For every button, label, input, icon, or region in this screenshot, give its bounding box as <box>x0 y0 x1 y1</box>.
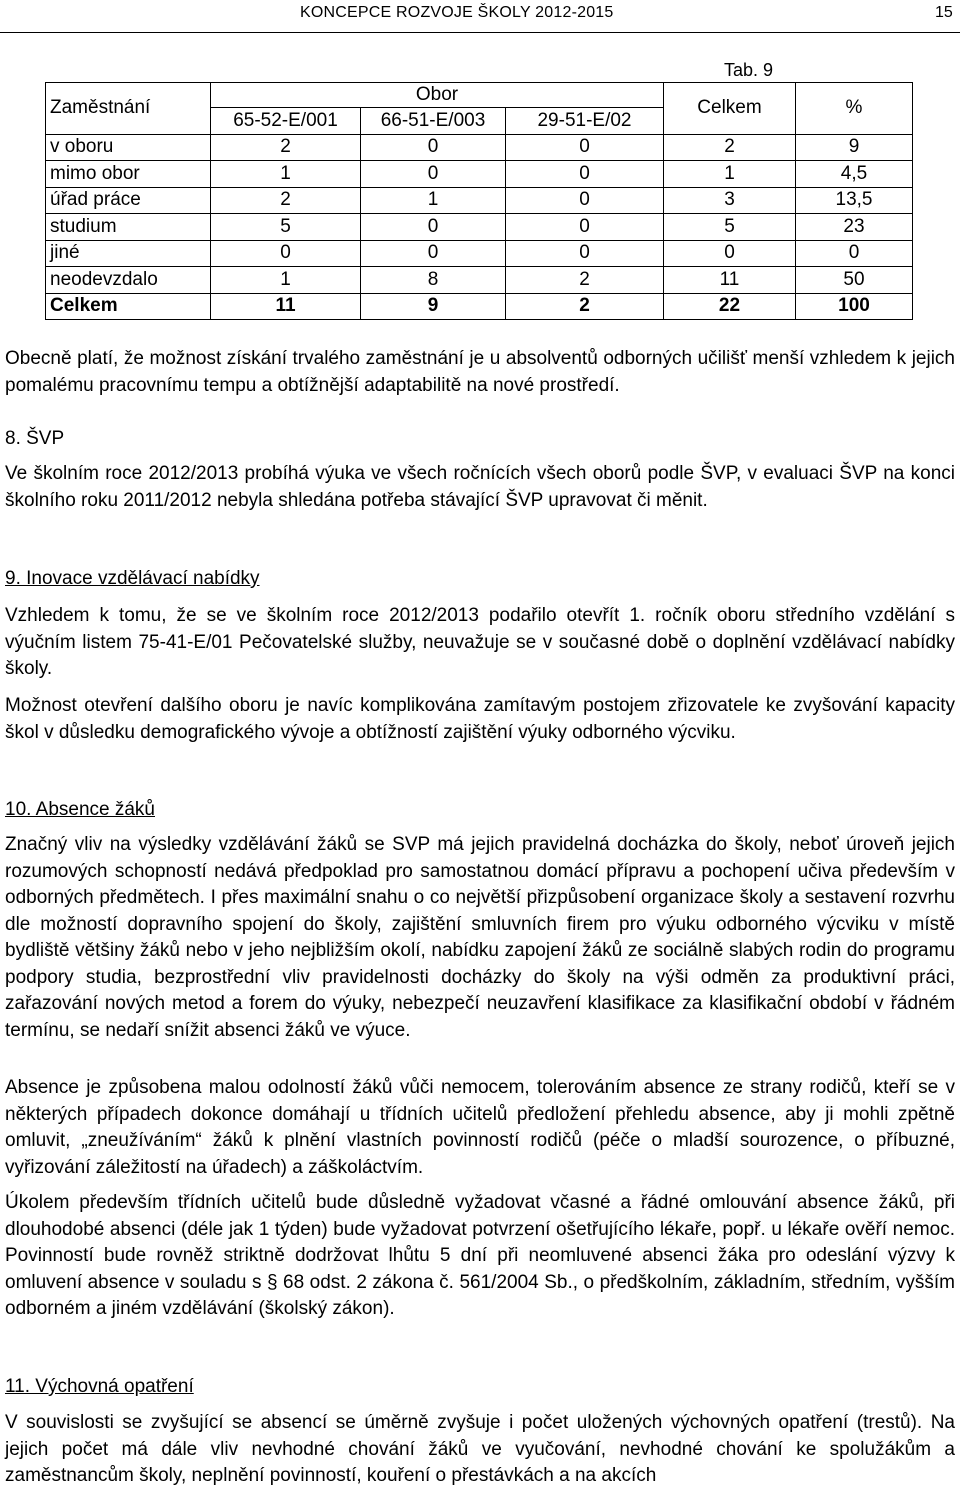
cell-total: 2 <box>664 134 796 161</box>
row-label: úřad práce <box>46 187 211 214</box>
cell-value: 2 <box>211 134 361 161</box>
cell-value: 0 <box>506 214 664 241</box>
cell-value: 0 <box>506 161 664 188</box>
table-row <box>46 267 913 294</box>
cell-value: 0 <box>506 240 664 267</box>
cell-pct: 4,5 <box>796 161 913 188</box>
cell-value: 0 <box>361 161 506 188</box>
col-code-3: 29-51-E/02 <box>506 108 664 135</box>
section-heading-9: 9. Inovace vzdělávací nabídky <box>5 568 260 589</box>
row-label: mimo obor <box>46 161 211 188</box>
cell-value: 0 <box>361 134 506 161</box>
cell-value: 0 <box>361 240 506 267</box>
cell-value: 0 <box>506 187 664 214</box>
paragraph: Obecně platí, že možnost získání trvalého zaměstnání je u absolventů odborných učilišť menší vzhledem k jejich pomalému pracovnímu tempu a obtížnější adaptabilitě na nové prostředí. <box>5 348 955 396</box>
cell-value: 0 <box>506 134 664 161</box>
cell-pct: 100 <box>796 293 913 320</box>
table-row <box>46 161 913 188</box>
row-label: Celkem <box>46 293 211 320</box>
paragraph: Možnost otevření dalšího oboru je navíc komplikována zamítavým postojem zřizovatele ke zvyšování kapacity škol v důsledku demografického vývoje a obtížností zajištění výuky odborného výcviku. <box>5 695 955 743</box>
table-row <box>46 187 913 214</box>
cell-value: 0 <box>211 240 361 267</box>
cell-total: 11 <box>664 267 796 294</box>
cell-pct: 23 <box>796 214 913 241</box>
cell-value: 1 <box>361 187 506 214</box>
employment-table <box>45 82 913 320</box>
section-heading-11: 11. Výchovná opatření <box>5 1376 194 1397</box>
cell-total: 0 <box>664 240 796 267</box>
cell-pct: 13,5 <box>796 187 913 214</box>
paragraph: Úkolem především třídních učitelů bude důsledně vyžadovat včasné a řádné omlouvání absence žáků, při dlouhodobé absenci (déle jak 1 týden) bude vyžadovat potvrzení ošetřujícího lékaře, popř. u lékaře ověří nemoc. Povinností bude rovněž striktně dodržovat lhůtu 5 dní při neomluvené absenci žáka pro odeslání výzvy k omluvení absence v souladu s § 68 odst. 2 zákona č. 561/2004 Sb., o předškolním, základním, středním, vyšším odborném a jiném vzdělávání (školský zákon). <box>5 1192 955 1319</box>
cell-value: 2 <box>211 187 361 214</box>
table-row <box>46 134 913 161</box>
cell-value: 0 <box>361 214 506 241</box>
cell-value: 11 <box>211 293 361 320</box>
paragraph: Absence je způsobena malou odolností žáků vůči nemocem, tolerováním absence ze strany rodičů, kteří se v některých případech dokonce domáhají u třídních učitelů předložení přehledu absence, aby ji mohli zpětně omluvit, „zneužíváním“ žáků k plnění vlastních povinností rodičů (péče o mladší sourozence, o příbuzné, vyřizování záležitostí na úřadech) a záškoláctvím. <box>5 1077 955 1178</box>
paragraph: V souvislosti se zvyšující se absencí se úměrně zvyšuje i počet uložených výchovných opatření (trestů). Na jejich počet má dále vliv nevhodné chování žáků ve vyučování, nevhodné chování ke spolužákům a zaměstnancům školy, neplnění povinností, kouření o přestávkách a na akcích <box>5 1412 955 1486</box>
cell-value: 2 <box>506 267 664 294</box>
cell-value: 1 <box>211 267 361 294</box>
col-code-2: 66-51-E/003 <box>361 108 506 135</box>
col-employment-header: Zaměstnání <box>46 83 211 135</box>
table-total-row <box>46 293 913 320</box>
cell-total: 3 <box>664 187 796 214</box>
header-title: KONCEPCE ROZVOJE ŠKOLY 2012-2015 <box>300 4 614 21</box>
paragraph: Vzhledem k tomu, že se ve školním roce 2012/2013 podařilo otevřít 1. ročník oboru středního vzdělání s výučním listem 75-41-E/01 Pečovatelské služby, neuvažuje se v současné době o doplnění vzdělávací nabídky školy. <box>5 605 955 679</box>
cell-total: 5 <box>664 214 796 241</box>
row-label: studium <box>46 214 211 241</box>
cell-value: 5 <box>211 214 361 241</box>
cell-total: 1 <box>664 161 796 188</box>
running-header <box>0 0 960 33</box>
row-label: neodevzdalo <box>46 267 211 294</box>
cell-pct: 0 <box>796 240 913 267</box>
paragraph: Značný vliv na výsledky vzdělávání žáků se SVP má jejich pravidelná docházka do školy, neboť úroveň jejich rozumových schopností nedává předpoklad pro samostatnou domácí přípravu a pochopení učiva především v odborných předmětech. I přes maximální snahu o co největší přizpůsobení organizace školy a sestavení rozvrhu dle možností dopravního spojení do školy, zajištění smluvních firem pro výuku odborného výcviku v místě bydliště většiny žáků nebo v jeho nejbližším okolí, nabídku zapojení žáků ze sociálně slabých rodin do programu podpory studia, bezprostřední vliv pravidelnosti docházky do školy na výši odměn za produktivní práci, zařazování nových metod a forem do výuky, nebezpečí neuzavření klasifikace za klasifikační období v řádném termínu, se nedaří snížit absenci žáků ve výuce. <box>5 834 955 1041</box>
table-caption: Tab. 9 <box>724 60 774 80</box>
cell-value: 8 <box>361 267 506 294</box>
cell-total: 22 <box>664 293 796 320</box>
row-label: v oboru <box>46 134 211 161</box>
page-number: 15 <box>935 4 953 21</box>
section-heading-8: 8. ŠVP <box>5 428 65 449</box>
cell-pct: 50 <box>796 267 913 294</box>
col-pct-header: % <box>796 83 913 135</box>
col-total-header: Celkem <box>664 83 796 135</box>
table-header-row <box>46 83 913 108</box>
cell-pct: 9 <box>796 134 913 161</box>
col-code-1: 65-52-E/001 <box>211 108 361 135</box>
cell-value: 2 <box>506 293 664 320</box>
table-row <box>46 240 913 267</box>
row-label: jiné <box>46 240 211 267</box>
paragraph: Ve školním roce 2012/2013 probíhá výuka ve všech ročnících všech oborů podle ŠVP, v evaluaci ŠVP na konci školního roku 2011/2012 nebyla shledána potřeba stávající ŠVP upravovat či měnit. <box>5 463 955 511</box>
col-group-obor: Obor <box>211 83 664 108</box>
cell-value: 9 <box>361 293 506 320</box>
cell-value: 1 <box>211 161 361 188</box>
table-row <box>46 214 913 241</box>
section-heading-10: 10. Absence žáků <box>5 799 155 820</box>
